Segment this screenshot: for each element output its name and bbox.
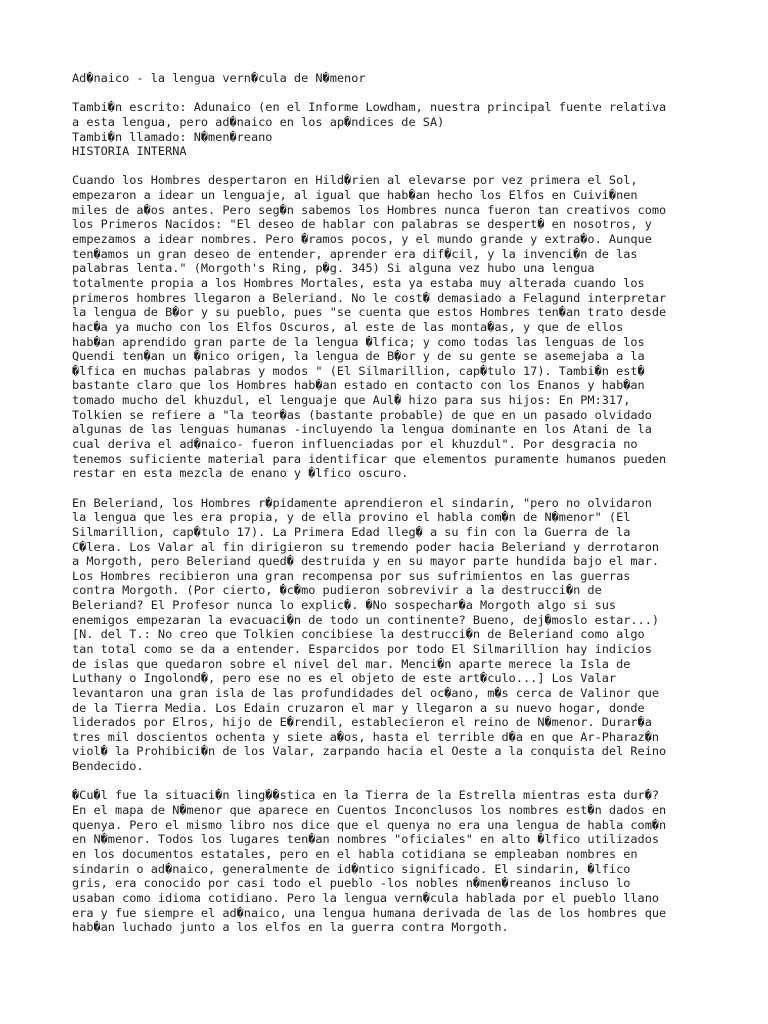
- paragraph-line: los Primeros Nacidos: "El deseo de hablar con palabras se despert� en nosotros, y: [72, 217, 652, 232]
- paragraph-line: contra Morgoth. (Por cierto, �c�mo pudieron sobrevivir a la destrucci�n de: [72, 583, 602, 598]
- paragraph-line: la lengua de B�or y su pueblo, pues "se cuenta que estos Hombres ten�an trato desde: [72, 305, 667, 320]
- paragraph-line: tomado mucho del khuzdul, el lenguaje que Aul� hizo para sus hijos: En PM:317,: [72, 393, 631, 408]
- paragraph-line: Quendi ten�an un �nico origen, la lengua de B�or y de su gente se asemejaba a la: [72, 349, 645, 364]
- paragraph-line: viol� la Prohibici�n de los Valar, zarpando hacia el Oeste a la conquista del Reino: [72, 744, 667, 759]
- header-line: HISTORIA INTERNA: [72, 144, 187, 159]
- paragraph-line: [N. del T.: No creo que Tolkien concibiese la destrucci�n de Beleriand como algo: [72, 627, 645, 642]
- paragraph-line: miles de a�os antes. Pero seg�n sabemos los Hombres nunca fueron tan creativos como: [72, 202, 667, 217]
- paragraph-line: usaban como idioma cotidiano. Pero la lengua vern�cula hablada por el pueblo llano: [72, 890, 660, 905]
- paragraph-line: enemigos empezaran la evacuaci�n de todo un continente? Bueno, dej�moslo estar...): [72, 612, 660, 627]
- paragraph-line: en N�menor. Todos los lugares ten�an nombres "oficiales" en alto �lfico utilizados: [72, 832, 660, 847]
- paragraph-line: de la Tierra Media. Los Edain cruzaron el mar y llegaron a su nuevo hogar, donde: [72, 700, 645, 715]
- paragraph-line: En Beleriand, los Hombres r�pidamente aprendieron el sindarin, "pero no olvidaron: [72, 495, 652, 510]
- paragraph-line: levantaron una gran isla de las profundidades del oc�ano, m�s cerca de Valinor que: [72, 685, 660, 700]
- paragraph-line: hab�an aprendido gran parte de la lengua �lfica; y como todas las lenguas de los: [72, 334, 645, 349]
- paragraph-line: Bendecido.: [72, 759, 144, 774]
- header-line: Tambi�n llamado: N�men�reano: [72, 129, 273, 144]
- spacer: [72, 774, 712, 789]
- paragraph-line: de islas que quedaron sobre el nivel del mar. Menci�n aparte merece la Isla de: [72, 656, 631, 671]
- paragraph-line: Tolkien se refiere a "la teor�as (bastante probable) de que en un pasado olvidado: [72, 407, 652, 422]
- paragraph: [72, 788, 712, 934]
- paragraph-line: palabras lenta." (Morgoth's Ring, p�g. 345) Si alguna vez hubo una lengua: [72, 261, 595, 276]
- paragraph-line: Cuando los Hombres despertaron en Hild�rien al elevarse por vez primera el Sol,: [72, 173, 638, 188]
- paragraph-line: Luthany o Ingolond�, pero ese no es el objeto de este art�culo...] Los Valar: [72, 671, 617, 686]
- header-block: [72, 100, 712, 159]
- paragraph-line: totalmente propia a los Hombres Mortales, esta ya estaba muy alterada cuando los: [72, 275, 645, 290]
- paragraph-line: a Morgoth, pero Beleriand qued� destruida y en su mayor parte hundida bajo el mar.: [72, 554, 660, 569]
- paragraph-line: bastante claro que los Hombres hab�an estado en contacto con los Enanos y hab�an: [72, 378, 645, 393]
- paragraph-line: En el mapa de N�menor que aparece en Cuentos Inconclusos los nombres est�n dados en: [72, 803, 667, 818]
- paragraph-line: quenya. Pero el mismo libro nos dice que el quenya no era una lengua de habla com�n: [72, 817, 667, 832]
- paragraph-line: C�lera. Los Valar al fin dirigieron su tremendo poder hacia Beleriand y derrotaron: [72, 539, 660, 554]
- paragraph-line: la lengua que les era propia, y de ella provino el habla com�n de N�menor" (El: [72, 510, 631, 525]
- paragraph-line: en los documentos estatales, pero en el habla cotidiana se empleaban nombres en: [72, 846, 638, 861]
- paragraph-line: �lfica en muchas palabras y modos " (El Silmarillion, cap�tulo 17). Tambi�n est�: [72, 363, 645, 378]
- document-title: Ad�naico - la lengua vern�cula de N�menor: [72, 71, 366, 85]
- paragraph-line: Los Hombres recibieron una gran recompensa por sus sufrimientos en las guerras: [72, 568, 631, 583]
- paragraph-line: algunas de las lenguas humanas -incluyendo la lengua dominante en los Atani de la: [72, 422, 652, 437]
- paragraph-line: hab�an luchado junto a los elfos en la guerra contra Morgoth.: [72, 920, 509, 935]
- paragraph-line: cual deriva el ad�naico- fueron influenciadas por el khuzdul". Por desgracia no: [72, 437, 638, 452]
- paragraph: [72, 173, 712, 480]
- paragraph-line: liderados por Elros, hijo de E�rendil, establecieron el reino de N�menor. Durar�a: [72, 715, 652, 730]
- spacer: [72, 481, 712, 496]
- paragraph-line: Silmarillion, cap�tulo 17). La Primera Edad lleg� a su fin con la Guerra de la: [72, 524, 631, 539]
- paragraph-line: hac�a ya mucho con los Elfos Oscuros, al este de las monta�as, y que de ellos: [72, 319, 624, 334]
- paragraph-line: tan total como se da a entender. Esparcidos por todo El Silmarillion hay indicios: [72, 641, 652, 656]
- paragraph-line: tenemos suficiente material para identificar que elementos puramente humanos pueden: [72, 451, 667, 466]
- paragraph-line: sindarin o ad�naico, generalmente de id�ntico significado. El sindarin, �lfico: [72, 861, 631, 876]
- paragraph-line: empezaron a idear un lenguaje, al igual que hab�an hecho los Elfos en Cuivi�nen: [72, 188, 638, 203]
- paragraph-line: ten�amos un gran deseo de entender, aprender era dif�cil, y la invenci�n de las: [72, 246, 638, 261]
- body-block: [72, 173, 712, 934]
- paragraph-line: era y fue siempre el ad�naico, una lengua humana derivada de las de los hombres que: [72, 905, 667, 920]
- spacer: [72, 159, 712, 174]
- paragraph-line: primeros hombres llegaron a Beleriand. No le cost� demasiado a Felagund interpretar: [72, 290, 667, 305]
- paragraph-line: gris, era conocido por casi todo el pueblo -los nobles n�men�reanos incluso lo: [72, 876, 631, 891]
- header-line: a esta lengua, pero ad�naico en los ap�ndices de SA): [72, 114, 445, 129]
- paragraph-line: empezamos a idear nombres. Pero �ramos pocos, y el mundo grande y extra�o. Aunque: [72, 232, 652, 247]
- paragraph-line: �Cu�l fue la situaci�n ling��stica en la Tierra de la Estrella mientras esta dur�?: [72, 788, 660, 803]
- spacer: [72, 86, 712, 101]
- document-page: [72, 71, 712, 935]
- paragraph-line: tres mil doscientos ochenta y siete a�os, hasta el terrible d�a en que Ar-Pharaz�n: [72, 729, 660, 744]
- paragraph-line: Beleriand? El Profesor nunca lo explic�. �No sospechar�a Morgoth algo si sus: [72, 598, 617, 613]
- header-line: Tambi�n escrito: Adunaico (en el Informe Lowdham, nuestra principal fuente relativa: [72, 100, 667, 115]
- paragraph: [72, 496, 712, 774]
- paragraph-line: restar en esta mezcla de enano y �lfico oscuro.: [72, 466, 409, 481]
